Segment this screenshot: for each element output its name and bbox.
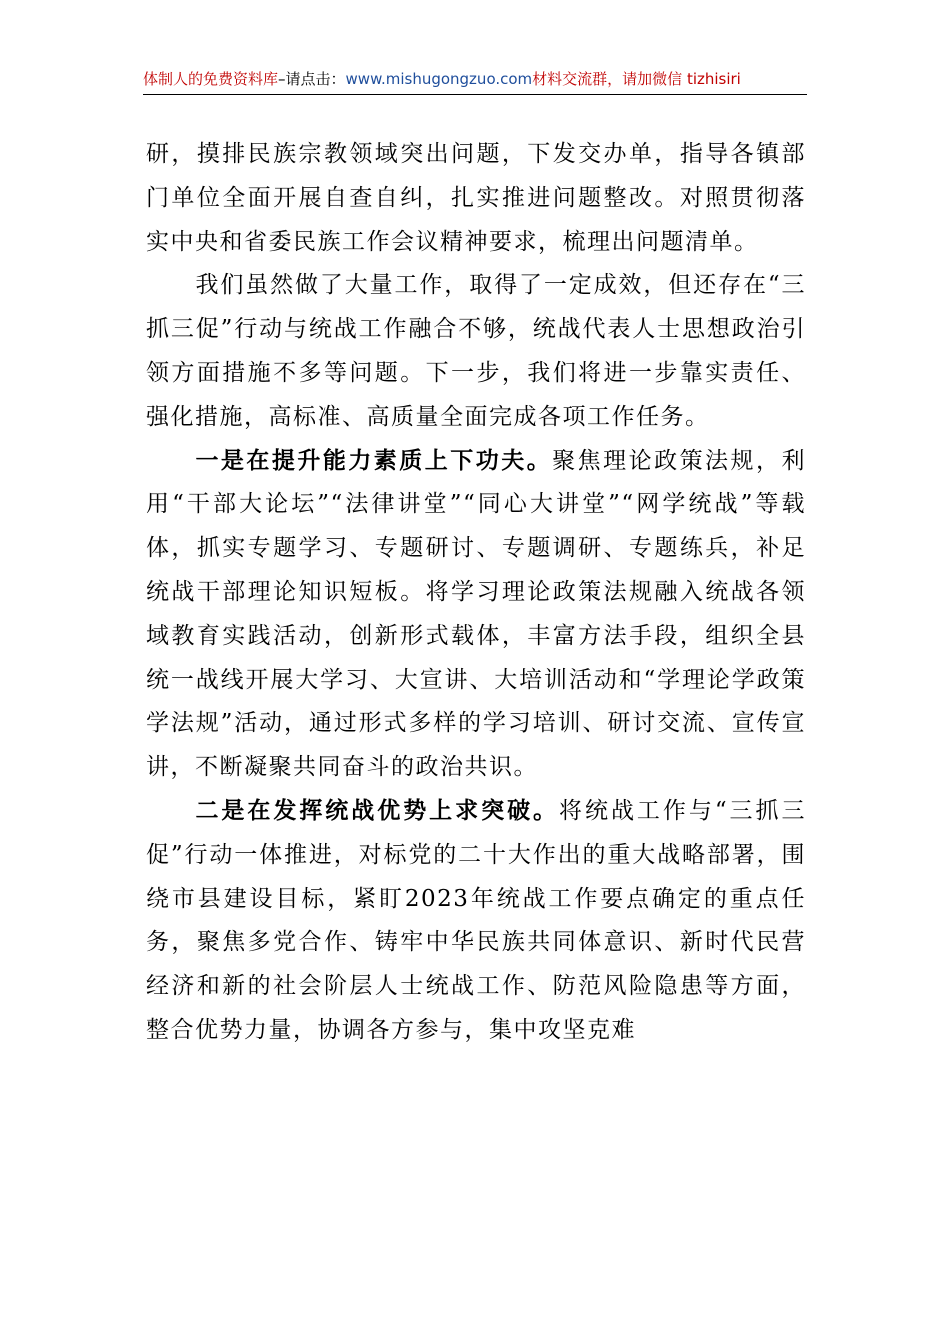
paragraph <box>146 790 806 1053</box>
header-url-link[interactable]: www.mishugongzuo.com <box>345 70 533 88</box>
header-tail: 材料交流群，请加微信 tizhisiri <box>532 70 741 88</box>
paragraph <box>146 440 806 790</box>
document-body <box>146 133 806 1053</box>
paragraph <box>146 264 806 439</box>
paragraph-text: 我们虽然做了大量工作，取得了一定成效，但还存在“三抓三促”行动与统战工作融合不够，统战代表人士思想政治引领方面措施不多等问题。下一步，我们将进一步靠实责任、强化措施，高标准、高质量全面完成各项工作任务。 <box>146 272 806 430</box>
paragraph <box>146 133 806 264</box>
paragraph-text: 将统战工作与“三抓三促”行动一体推进，对标党的二十大作出的重大战略部署，围绕市县建设目标，紧盯2023年统战工作要点确定的重点任务，聚焦多党合作、铸牢中华民族共同体意识、新时代民营经济和新的社会阶层人士统战工作、防范风险隐患等方面，整合优势力量，协调各方参与，集中攻坚克难 <box>146 797 806 1043</box>
paragraph-text: 聚焦理论政策法规，利用“干部大论坛”“法律讲堂”“同心大讲堂”“网学统战”等载体，抓实专题学习、专题研讨、专题调研、专题练兵，补足统战干部理论知识短板。将学习理论政策法规融入统战各领域教育实践活动，创新形式载体，丰富方法手段，组织全县统一战线开展大学习、大宣讲、大培训活动和“学理论学政策学法规”活动，通过形式多样的学习培训、研讨交流、宣传宣讲，不断凝聚共同奋斗的政治共识。 <box>146 447 807 781</box>
header-brand: 体制人的免费资料库 <box>143 70 279 88</box>
paragraph-lead: 一是在提升能力素质上下功夫。 <box>195 447 553 474</box>
paragraph-lead: 二是在发挥统战优势上求突破。 <box>195 797 560 824</box>
page-header <box>143 64 807 95</box>
paragraph-text: 研，摸排民族宗教领域突出问题，下发交办单，指导各镇部门单位全面开展自查自纠，扎实推进问题整改。对照贯彻落实中央和省委民族工作会议精神要求，梳理出问题清单。 <box>146 141 806 255</box>
header-separator: –请点击： <box>278 70 346 88</box>
